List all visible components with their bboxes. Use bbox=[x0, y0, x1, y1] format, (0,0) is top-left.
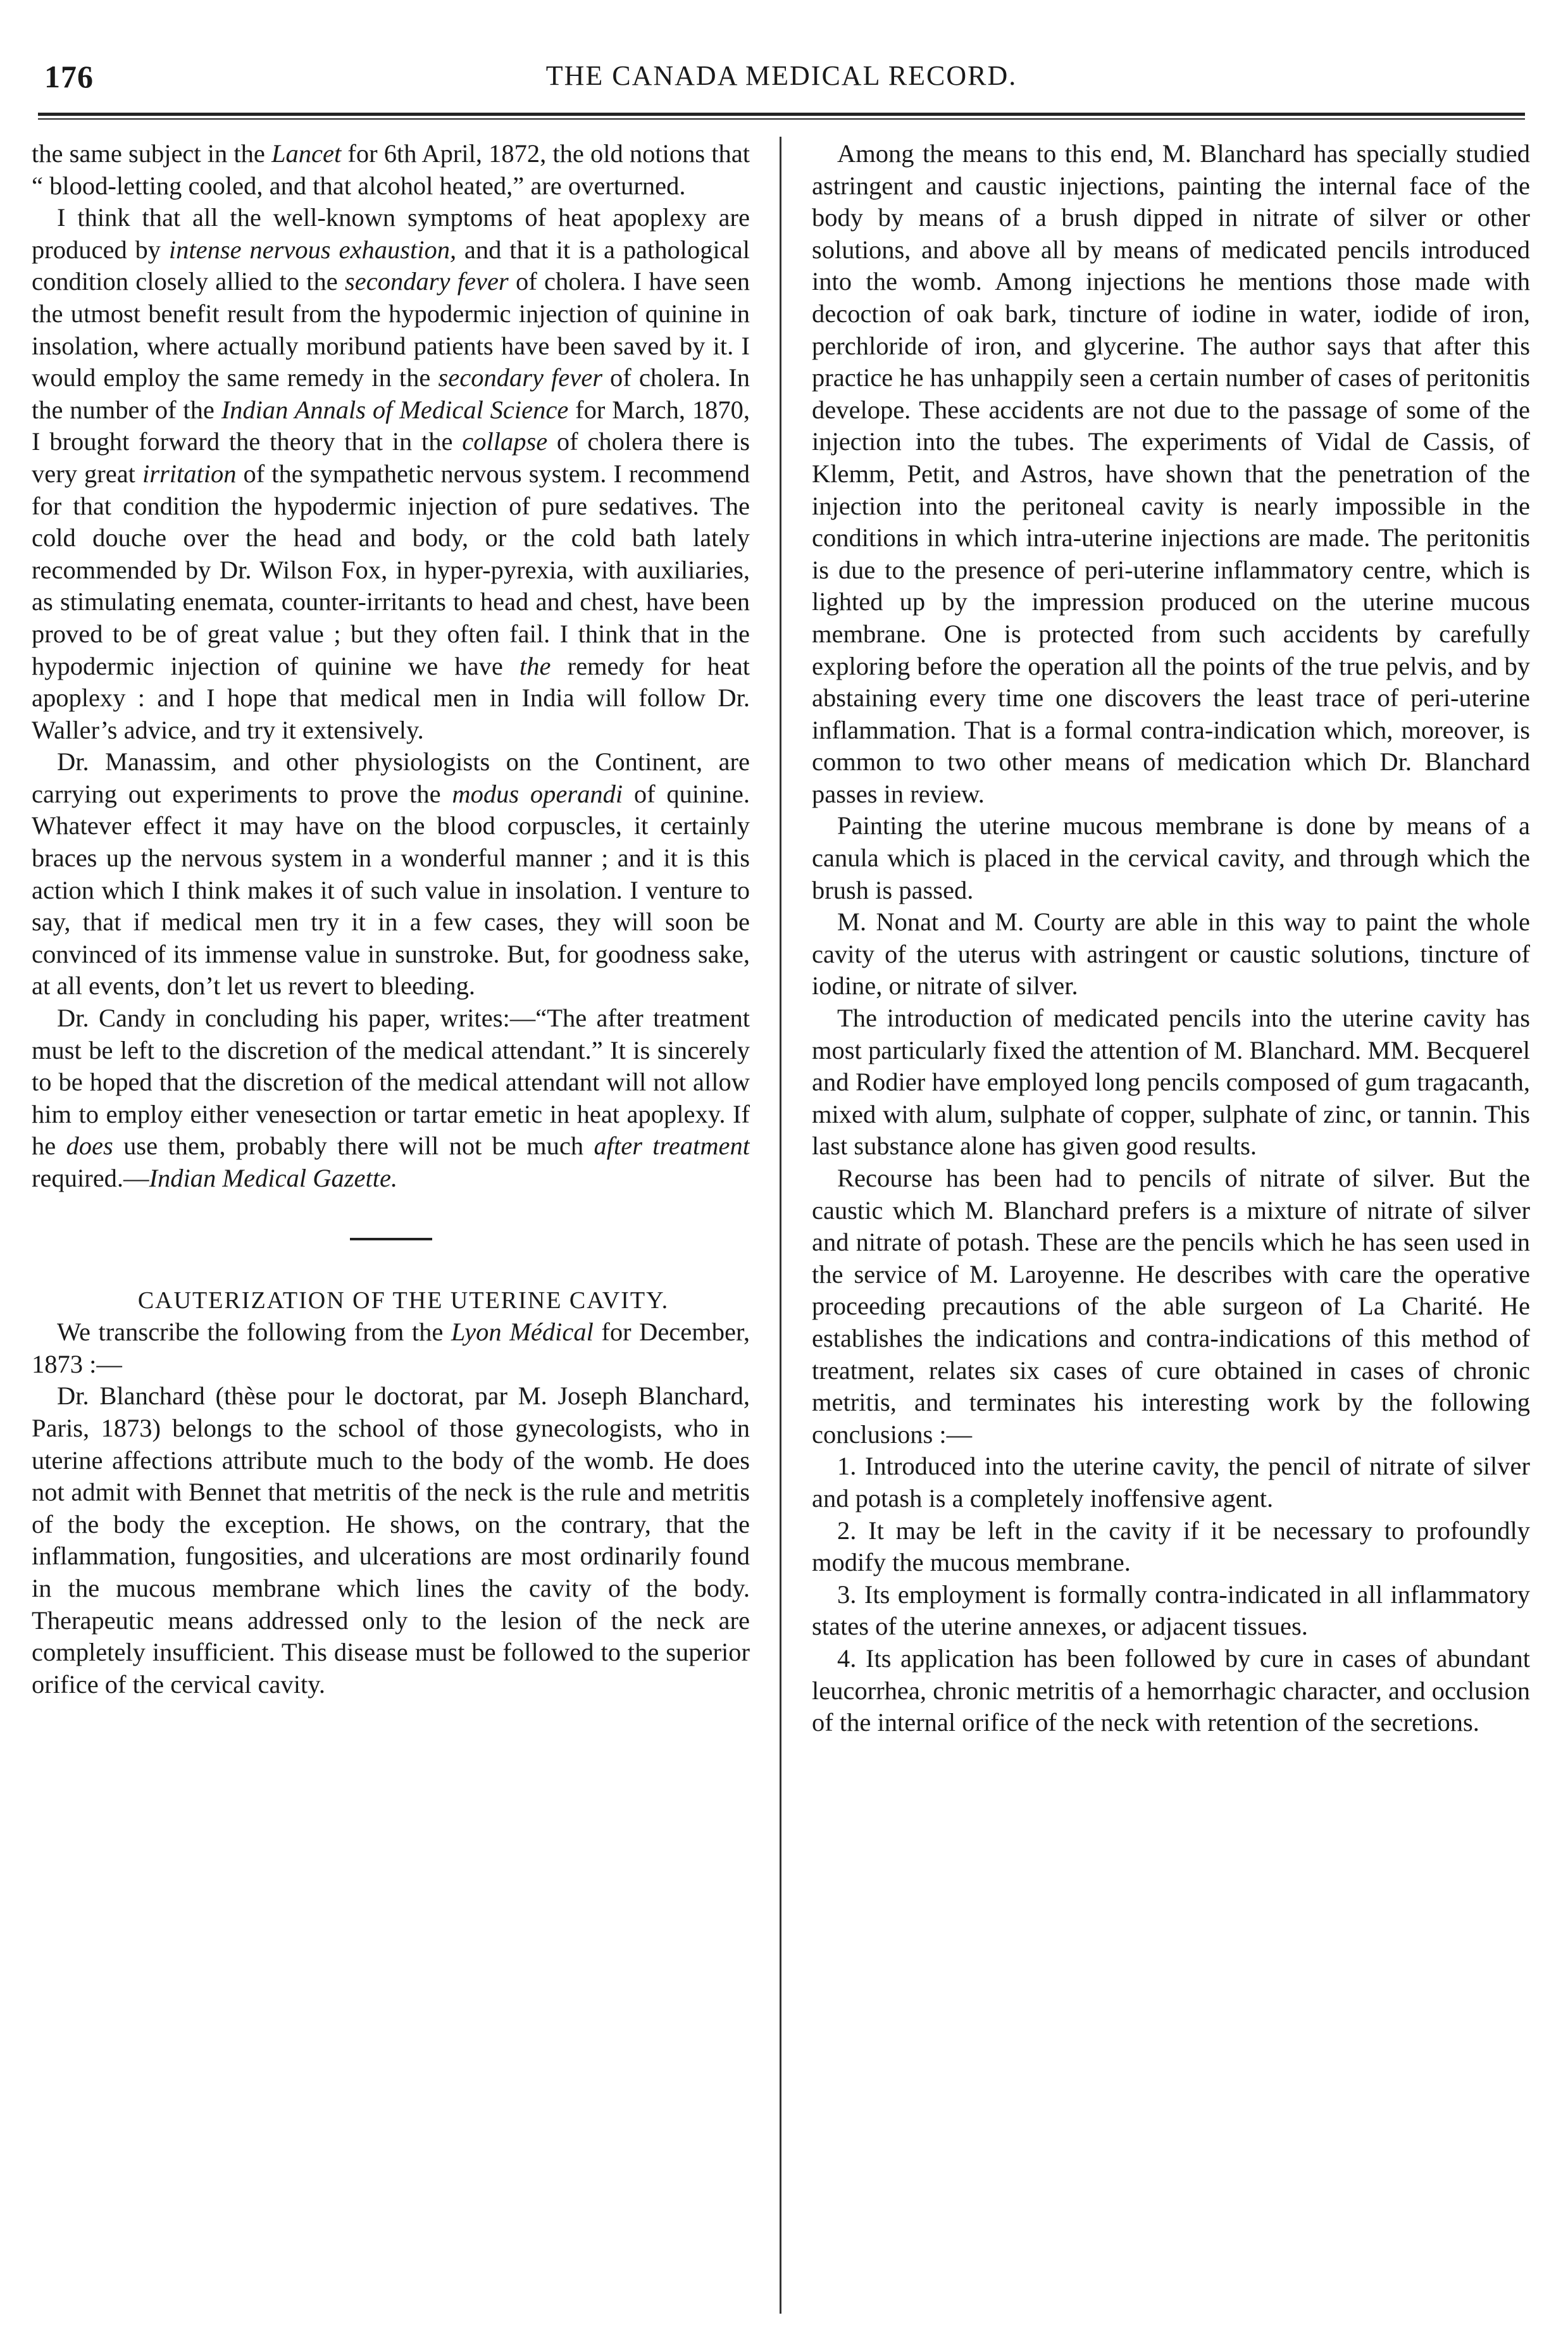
header-rule bbox=[38, 113, 1525, 120]
journal-title: THE CANADA MEDICAL RECORD. bbox=[545, 60, 1017, 91]
conclusion-item: 3. Its employment is formally contra-indicated in all inflammatory states of the uterine annexes, or adjacent tissues. bbox=[812, 1580, 1530, 1641]
page-number: 176 bbox=[44, 59, 94, 94]
paragraph: Among the means to this end, M. Blanchard has specially studied astringent and caustic injections, painting the internal face of the body by means of a brush dipped in nitrate of silver or other solutions, and above all by means of medicated pencils introduced into the womb. Among injections he mentions those made with decoction of oak bark, tincture of iodine in water, iodide of iron, perchloride of iron, and glycerine. The author says that after this practice he has unhappily seen a certain number of cases of peritonitis develope. These accidents are not due to the passage of some of the injection into the tubes. The experiments of Vidal de Cassis, of Klemm, Petit, and Astros, have shown that the penetration of the injection into the peritoneal cavity is nearly impossible in the conditions in which intra-uterine injections are made. The peritonitis is due to the presence of peri-uterine inflammatory centre, which is lighted up by the impression produced on the uterine mucous membrane. One is protected from such accidents by carefully exploring before the operation all the points of the true pelvis, and by abstaining every time one discovers the least trace of peri-uterine inflammation. That is a formal contra-indication which, moreover, is common to two other means of medication which Dr. Blanchard passes in review. bbox=[812, 139, 1530, 808]
paragraph: Recourse has been had to pencils of nitrate of silver. But the caustic which M. Blanchard prefers is a mixture of nitrate of silver and nitrate of potash. These are the pencils which he has seen used in the service of M. Laroyenne. He describes with care the operative proceeding precautions of the able surgeon of La Charité. He establishes the indications and contra-indications of this method of treatment, relates six cases of cure obtained in cases of chronic metritis, and terminates his interesting work by the following conclusions :— bbox=[812, 1164, 1530, 1449]
conclusion-item: 2. It may be left in the cavity if it be necessary to profoundly modify the mucous membrane. bbox=[812, 1516, 1530, 1577]
conclusion-item: 4. Its application has been followed by cure in cases of abundant leucorrhea, chronic metritis of a hemorrhagic character, and occlusion of the internal orifice of the neck with retention of the secretions. bbox=[812, 1643, 1530, 1737]
paragraph: Dr. Blanchard (thèse pour le doctorat, par M. Joseph Blanchard, Paris, 1873) belongs to the school of those gynecologists, who in uterine affections attribute much to the body of the womb. He does not admit with Bennet that metritis of the neck is the rule and metritis of the body the exception. He shows, on the contrary, that the inflammation, fungosities, and ulcerations are most ordinarily found in the mucous membrane which lines the cavity of the body. Therapeutic means addressed only to the lesion of the neck are completely insufficient. This disease must be followed to the superior orifice of the cervical cavity. bbox=[32, 1381, 750, 1699]
paragraph: We transcribe the following from the Lyon Médical for December, 1873 :— bbox=[32, 1318, 750, 1378]
paragraph: Dr. Manassim, and other physiologists on the Continent, are carrying out experiments to prove the modus operandi of quinine. Whatever effect it may have on the blood corpuscles, it certainly braces up the nervous system in a wonderful manner ; and it is this action which I think makes it of such value in insolation. I venture to say, that if medical men try it in a few cases, they will soon be convinced of its immense value in sunstroke. But, for goodness sake, at all events, don’t let us revert to bleeding. bbox=[32, 747, 750, 1001]
column-divider bbox=[780, 137, 781, 2314]
section-divider bbox=[350, 1238, 432, 1240]
section-heading: CAUTERIZATION OF THE UTERINE CAVITY. bbox=[137, 1287, 669, 1314]
running-head bbox=[38, 58, 1525, 103]
paragraph: M. Nonat and M. Courty are able in this way to paint the whole cavity of the uterus with astringent or caustic solutions, tincture of iodine, or nitrate of silver. bbox=[812, 907, 1530, 1001]
paragraph: I think that all the well-known symptoms of heat apoplexy are produced by intense nervous exhaustion, and that it is a pathological condition closely allied to the secondary fever of cholera. I have seen the utmost benefit result from the hypodermic injection of quinine in insolation, where actually moribund patients have been saved by it. I would employ the same remedy in the secondary fever of cholera. In the number of the Indian Annals of Medical Science for March, 1870, I brought forward the theory that in the collapse of cholera there is very great irritation of the sympathetic nervous system. I recommend for that condition the hypodermic injection of pure sedatives. The cold douche over the head and body, or the cold bath lately recommended by Dr. Wilson Fox, in hyper-pyrexia, with auxiliaries, as stimulating enemata, counter-irritants to head and chest, have been proved to be of great value ; but they often fail. I think that in the hypodermic injection of quinine we have the remedy for heat apoplexy : and I hope that medical men in India will follow Dr. Waller’s advice, and try it extensively. bbox=[32, 203, 750, 744]
paragraph: the same subject in the Lancet for 6th April, 1872, the old notions that “ blood-letting cooled, and that alcohol heated,” are overturned. bbox=[32, 139, 750, 200]
paragraph: Painting the uterine mucous membrane is done by means of a canula which is placed in the cervical cavity, and through which the brush is passed. bbox=[812, 811, 1530, 904]
paragraph: Dr. Candy in concluding his paper, writes:—“The after treatment must be left to the discretion of the medical attendant.” It is sincerely to be hoped that the discretion of the medical attendant will not allow him to employ either venesection or tartar emetic in heat apoplexy. If he does use them, probably there will not be much after treatment required.—Indian Medical Gazette. bbox=[32, 1004, 750, 1192]
paragraph: The introduction of medicated pencils into the uterine cavity has most particularly fixed the attention of M. Blanchard. MM. Becquerel and Rodier have employed long pencils composed of gum tragacanth, mixed with alum, sulphate of copper, sulphate of zinc, or tannin. This last substance alone has given good results. bbox=[812, 1004, 1530, 1161]
right-column bbox=[812, 138, 1530, 2315]
left-column bbox=[32, 138, 750, 2315]
conclusion-item: 1. Introduced into the uterine cavity, the pencil of nitrate of silver and potash is a completely inoffensive agent. bbox=[812, 1452, 1530, 1512]
